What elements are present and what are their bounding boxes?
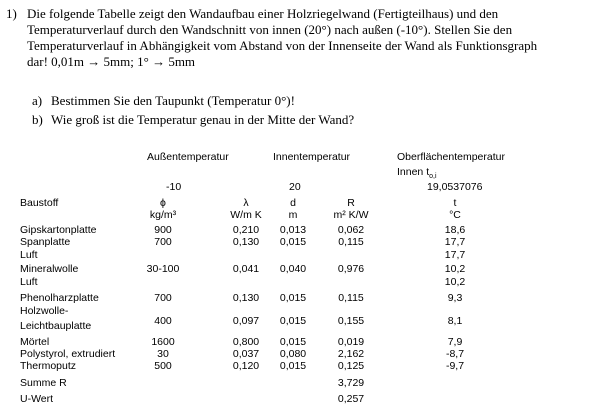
layer-temperature: 17,7 [444, 249, 466, 261]
subtask-b-label: b) [32, 112, 43, 127]
col-R-header: R [347, 197, 355, 209]
task-number: 1) [6, 6, 17, 21]
col-phi-header: ϕ [160, 197, 166, 209]
col-layer-header: Baustoff [20, 197, 59, 209]
header-surface-temp: Oberflächentemperatur [397, 151, 505, 163]
layer-thickness: 0,040 [279, 263, 307, 275]
header-inner-sub: o,i [429, 173, 437, 181]
subtask-a-label: a) [32, 93, 43, 108]
layer-resistance: 0,125 [337, 360, 365, 372]
layer-resistance: 0,155 [337, 315, 365, 327]
unit-R: m² K/W [333, 209, 369, 221]
unit-lambda: W/m K [230, 209, 262, 221]
layer-name-continued: Leichtbauplatte [20, 320, 92, 332]
layer-name: Luft [20, 249, 38, 261]
layer-conductivity: 0,210 [232, 224, 260, 236]
col-d-header: d [290, 197, 296, 209]
layer-density: 500 [154, 360, 172, 372]
subtask-a-text: Bestimmen Sie den Taupunkt (Temperatur 0°)! [51, 93, 295, 108]
layer-thickness: 0,013 [279, 224, 307, 236]
unit-row [0, 209, 590, 221]
header-outside-temp: Außentemperatur [147, 151, 229, 163]
layer-name: Gipskartonplatte [20, 224, 97, 236]
layer-density: 900 [154, 224, 172, 236]
layer-temperature: 8,1 [447, 315, 463, 327]
layer-resistance: 0,019 [337, 336, 365, 348]
layer-name: Holzwolle- [20, 305, 69, 317]
layer-name: Phenolharzplatte [20, 292, 99, 304]
sum-value: 3,729 [337, 377, 365, 389]
header-inside-temp: Innentemperatur [273, 151, 351, 163]
layer-thickness: 0,015 [279, 236, 307, 248]
surface-temp-value: 19,0537076 [427, 181, 483, 193]
col-lambda-header: λ [243, 197, 249, 209]
layer-conductivity: 0,130 [232, 236, 260, 248]
layer-resistance: 2,162 [337, 348, 365, 360]
u-value-row [0, 393, 590, 405]
table-row [0, 224, 590, 236]
unit-phi: kg/m³ [149, 209, 177, 221]
outside-temp-value: -10 [166, 181, 182, 193]
table-row [0, 263, 590, 275]
layer-thickness: 0,015 [279, 315, 307, 327]
subtask-b-text: Wie groß ist die Temperatur genau in der Mitte der Wand? [51, 112, 355, 127]
layer-temperature: 10,2 [444, 263, 466, 275]
layer-temperature: -8,7 [445, 348, 465, 360]
layer-resistance: 0,976 [337, 263, 365, 275]
layer-temperature: 10,2 [444, 276, 466, 288]
layer-thickness: 0,015 [279, 336, 307, 348]
layer-conductivity: 0,037 [232, 348, 260, 360]
header-inner-label: Innen t [397, 166, 430, 178]
layer-name: Spanplatte [20, 236, 71, 248]
layer-name: Mineralwolle [20, 263, 79, 275]
layer-conductivity: 0,097 [232, 315, 260, 327]
layer-density: 1600 [151, 336, 175, 348]
layer-density: 700 [154, 236, 172, 248]
layer-name: Mörtel [20, 336, 50, 348]
table-row [0, 236, 590, 248]
task-line-1: Die folgende Tabelle zeigt den Wandaufbau einer Holzriegelwand (Fertigteilhaus) und den [27, 6, 499, 21]
layer-conductivity: 0,130 [232, 292, 260, 304]
u-value-value: 0,257 [337, 393, 365, 405]
col-t-header: t [453, 197, 457, 209]
layer-resistance: 0,115 [338, 292, 364, 304]
sum-label: Summe R [20, 377, 67, 389]
task-line-2: Temperaturverlauf durch den Wandschnitt von innen (20°) nach außen (-10°). Stellen Sie den [27, 22, 513, 37]
table-row [0, 336, 590, 348]
table-row [0, 320, 590, 332]
task-line-4: dar! 0,01m → 5mm; 1° → 5mm [27, 54, 196, 69]
layer-temperature: 18,6 [444, 224, 466, 236]
layer-name: Thermoputz [20, 360, 77, 372]
layer-temperature: 9,3 [447, 292, 463, 304]
layer-density: 700 [154, 292, 172, 304]
layer-conductivity: 0,120 [232, 360, 260, 372]
layer-thickness: 0,080 [279, 348, 307, 360]
layer-resistance: 0,062 [337, 224, 365, 236]
unit-t: °C [449, 209, 461, 221]
layer-conductivity: 0,800 [232, 336, 260, 348]
layer-name: Polystyrol, extrudiert [20, 348, 116, 360]
table-row [0, 292, 590, 304]
layer-density: 30 [157, 348, 169, 360]
task-line-3: Temperaturverlauf in Abhängigkeit vom Abstand von der Innenseite der Wand als Funktionsgraph [27, 38, 538, 53]
table-row [0, 348, 590, 360]
u-value-label: U-Wert [20, 393, 54, 405]
column-header-row [0, 197, 590, 209]
layer-name: Luft [20, 276, 38, 288]
layer-thickness: 0,015 [279, 360, 307, 372]
layer-conductivity: 0,041 [232, 263, 260, 275]
table-row [0, 249, 590, 261]
layer-thickness: 0,015 [279, 292, 307, 304]
inside-temp-value: 20 [289, 181, 301, 193]
table-row [0, 276, 590, 288]
layer-temperature: 7,9 [447, 336, 463, 348]
layer-resistance: 0,115 [338, 236, 364, 248]
layer-temperature: -9,7 [445, 360, 465, 372]
layer-density: 400 [154, 315, 172, 327]
layer-temperature: 17,7 [444, 236, 466, 248]
table-row [0, 360, 590, 372]
unit-d: m [288, 209, 298, 221]
layer-density: 30-100 [146, 263, 180, 275]
sum-row [0, 377, 590, 389]
